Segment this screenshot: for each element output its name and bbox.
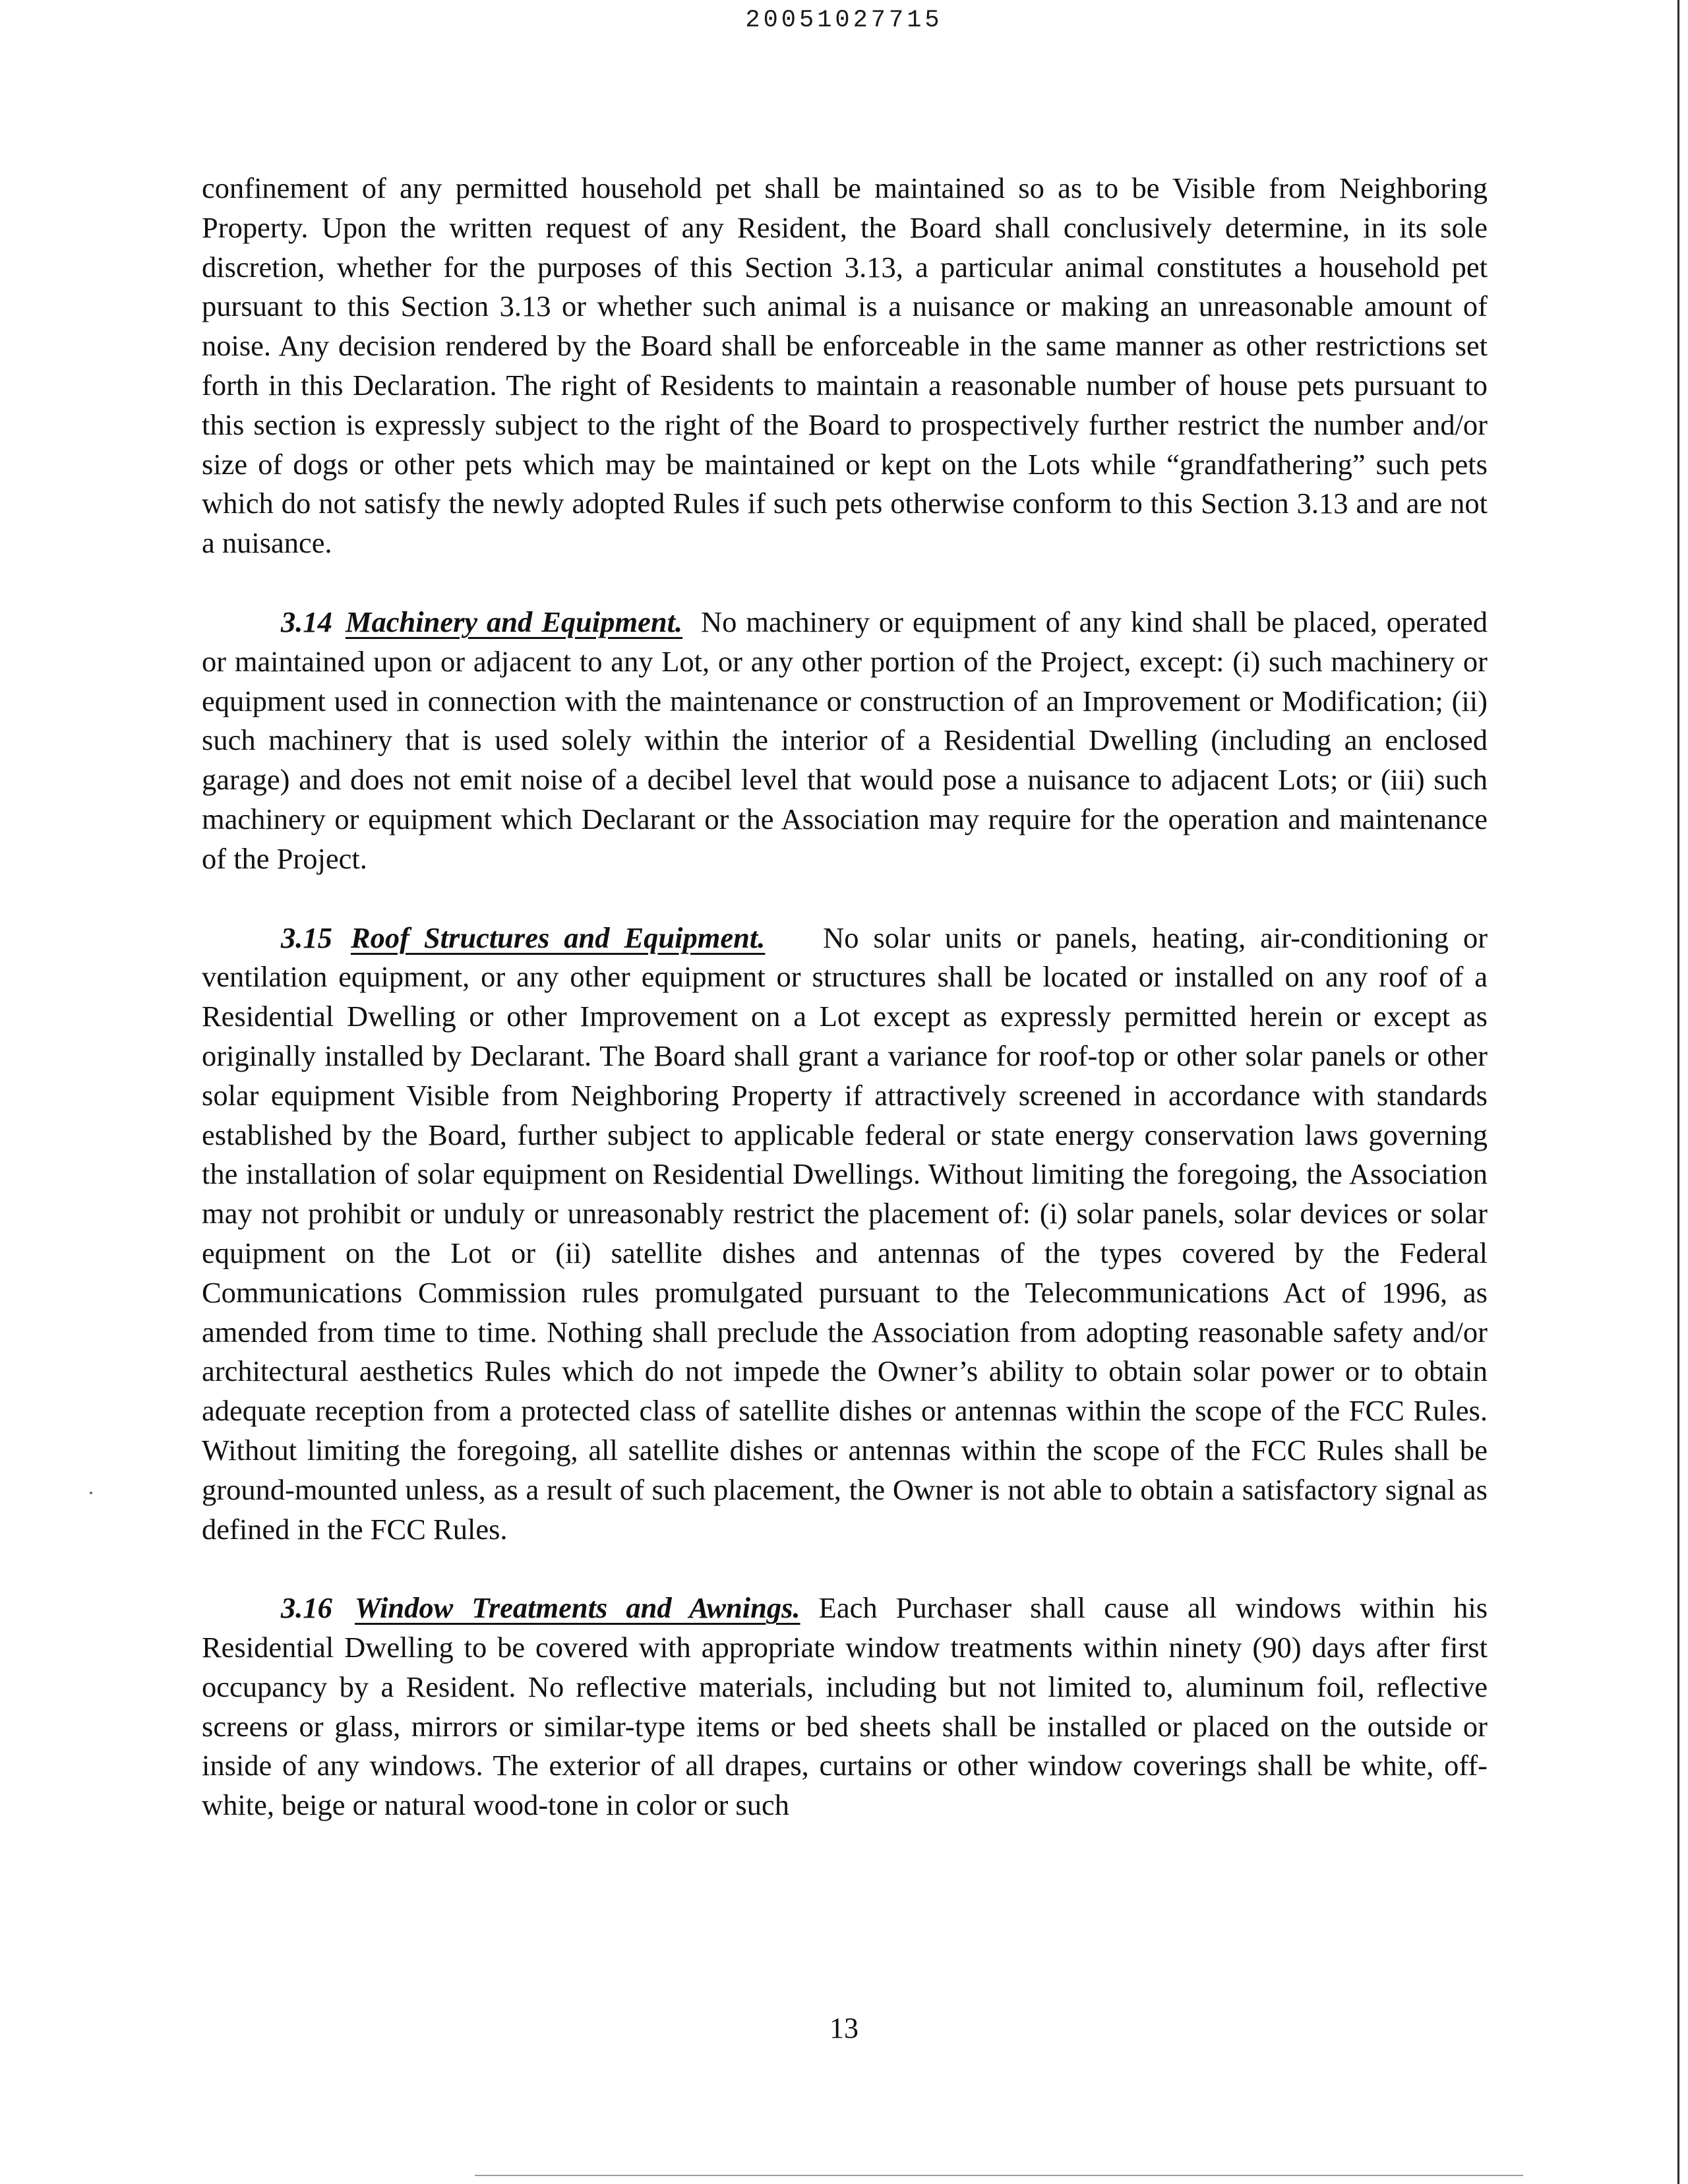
continuation-paragraph: confinement of any permitted household pet shall be maintained so as to be Visible from Neighboring Property. Upon the written request of any Resident, the Board shall conclusively determine, in its sole discretion, whether for the purposes of this Section 3.13, a particular animal constitutes a household pet pursuant to this Section 3.13 or whether such animal is a nuisance or making an unreasonable amount of noise. Any decision rendered by the Board shall be enforceable in the same manner as other restrictions set forth in this Declaration. The right of Residents to maintain a reasonable number of house pets pursuant to this section is expressly subject to the right of the Board to prospectively further restrict the number and/or size of dogs or other pets which may be maintained or kept on the Lots while “grandfathering” such pets which do not satisfy the newly adopted Rules if such pets otherwise conform to this Section 3.13 and are not a nuisance. bbox=[202, 171, 1488, 560]
section-number: 3.14 bbox=[281, 605, 332, 638]
section-title: Window Treatments and Awnings. bbox=[355, 1591, 800, 1625]
section-number: 3.15 bbox=[281, 921, 332, 954]
scan-speck bbox=[90, 1492, 92, 1494]
section-text: No machinery or equipment of any kind shall be placed, operated or maintained upon or adjacent to any Lot, or any other portion of the Project, except: (i) such machinery or equipment used in connection with the maintenance or construction of an Improvement or Modification; (ii) such machinery that is used solely within the interior of a Residential Dwelling (including an enclosed garage) and does not emit noise of a decibel level that would pose a nuisance to adjacent Lots; or (iii) such machinery or equipment which Declarant or the Association may require for the operation and maintenance of the Project. bbox=[202, 605, 1488, 875]
section-number: 3.16 bbox=[281, 1591, 332, 1625]
page-body bbox=[202, 169, 1488, 1865]
document-id: 20051027715 bbox=[745, 7, 943, 34]
scan-edge-right bbox=[1677, 0, 1679, 2184]
scan-edge-bottom bbox=[475, 2175, 1523, 2176]
section-3-16 bbox=[202, 1589, 1488, 1825]
section-3-15 bbox=[202, 919, 1488, 1550]
page-number: 13 bbox=[829, 2012, 859, 2044]
section-title: Roof Structures and Equipment. bbox=[350, 921, 766, 954]
section-title: Machinery and Equipment. bbox=[345, 605, 683, 638]
section-text: No solar units or panels, heating, air-conditioning or ventilation equipment, or any other equipment or structures shall be located or installed on any roof of a Residential Dwelling or other Improvement on a Lot except as expressly permitted herein or except as originally installed by Declarant. The Board shall grant a variance for roof-top or other solar panels or other solar equipment Visible from Neighboring Property if attractively screened in accordance with standards established by the Board, further subject to applicable federal or state energy conservation laws governing the installation of solar equipment on Residential Dwellings. Without limiting the foregoing, the Association may not prohibit or unduly or unreasonably restrict the placement of: (i) solar panels, solar devices or solar equipment on the Lot or (ii) satellite dishes and antennas of the types covered by the Federal Communications Commission rules promulgated pursuant to the Telecommunications Act of 1996, as amended from time to time. Nothing shall preclude the Association from adopting reasonable safety and/or architectural aesthetics Rules which do not impede the Owner’s ability to obtain solar power or to obtain adequate reception from a protected class of satellite dishes or antennas within the scope of the FCC Rules. Without limiting the foregoing, all satellite dishes or antennas within the scope of the FCC Rules shall be ground-mounted unless, as a result of such placement, the Owner is not able to obtain a satisfactory signal as defined in the FCC Rules. bbox=[202, 921, 1488, 1546]
section-3-14 bbox=[202, 603, 1488, 879]
section-text: Each Purchaser shall cause all windows within his Residential Dwelling to be covered with appropriate window treatments within ninety (90) days after first occupancy by a Resident. No reflective materials, including but not limited to, aluminum foil, reflective screens or glass, mirrors or similar-type items or bed sheets shall be installed or placed on the outside or inside of any windows. The exterior of all drapes, curtains or other window coverings shall be white, off-white, beige or natural wood-tone in color or such bbox=[202, 1591, 1488, 1822]
